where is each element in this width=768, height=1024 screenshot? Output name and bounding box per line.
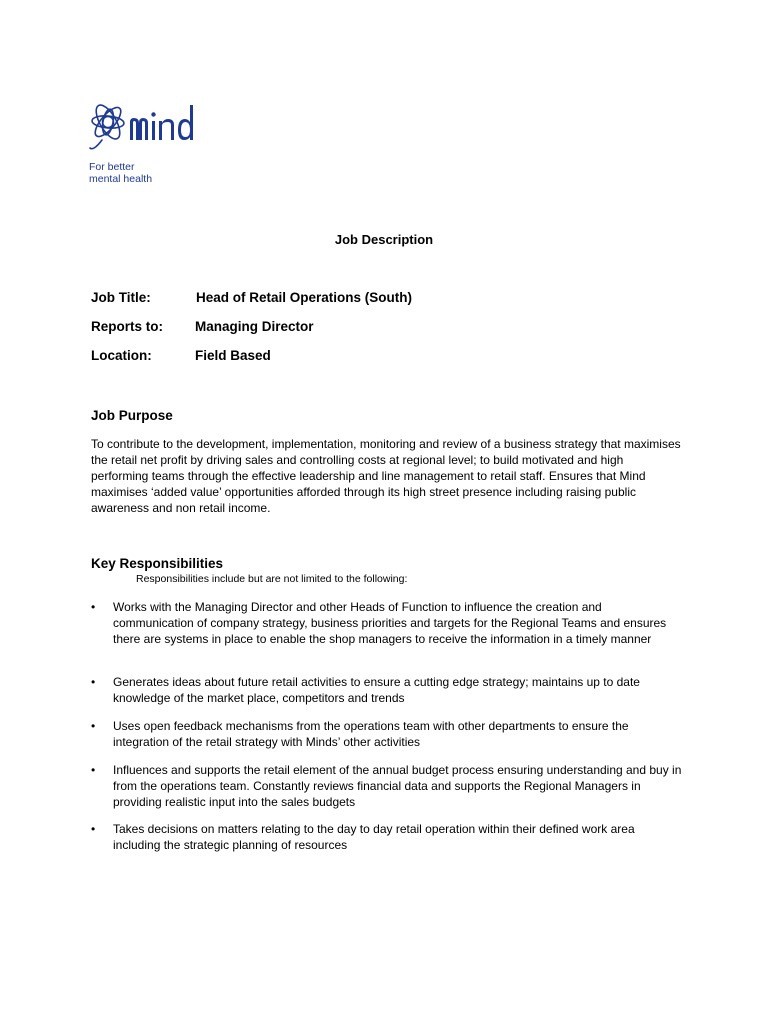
list-item-text: Generates ideas about future retail activities to ensure a cutting edge strategy; maintains up to date knowledge of the market place, competitors and trends [113,675,640,705]
field-value: Head of Retail Operations (South) [196,290,413,305]
bullet-icon: • [91,822,96,836]
list-item-text: Influences and supports the retail element of the annual budget process ensuring understanding and buy in from the operations team. Constantly reviews financial data and supports the Regional Managers in providing realistic input into the sales budgets [113,763,682,809]
list-item-text: Uses open feedback mechanisms from the operations team with other departments to ensure the integration of the retail strategy with Minds’ other activities [113,719,629,749]
field-label: Job Title: [91,290,151,305]
field-label: Location: [91,348,152,363]
field-value: Managing Director [195,319,314,334]
key-responsibilities-heading: Key Responsibilities [91,556,224,571]
bullet-icon: • [91,763,96,777]
field-label: Reports to: [91,319,163,334]
document-title: Job Description [334,232,434,247]
bullet-icon: • [91,600,96,614]
list-item-text: Takes decisions on matters relating to the day to day retail operation within their defined work area including the strategic planning of resources [113,822,635,852]
field-value: Field Based [195,348,271,363]
logo-tagline-line1: For better [89,161,135,173]
job-purpose-heading: Job Purpose [91,408,173,423]
bullet-icon: • [91,719,96,733]
responsibilities-note: Responsibilities include but are not limited to the following: [136,573,408,585]
mind-logo-wordmark [130,105,193,140]
logo-tagline [89,161,152,185]
logo-tagline-line2: mental health [89,173,153,185]
list-item-text: Works with the Managing Director and other Heads of Function to influence the creation and communication of company strategy, business priorities and targets for the Regional Teams and ensures there are systems in place to enable the shop managers to receive the information in a timely manner [113,600,667,646]
mind-logo-mark [86,92,226,158]
job-purpose-text: To contribute to the development, implementation, monitoring and review of a business strategy that maximises the retail net profit by driving sales and controlling costs at regional level; to build motivated and high performing teams through the effective leadership and line management to retail staff. Ensures that Mind maximises ‘added value’ opportunities afforded through its high street presence including raising public awareness and non retail income. [91,437,681,515]
bullet-icon: • [91,675,96,689]
mind-logo [86,92,226,188]
